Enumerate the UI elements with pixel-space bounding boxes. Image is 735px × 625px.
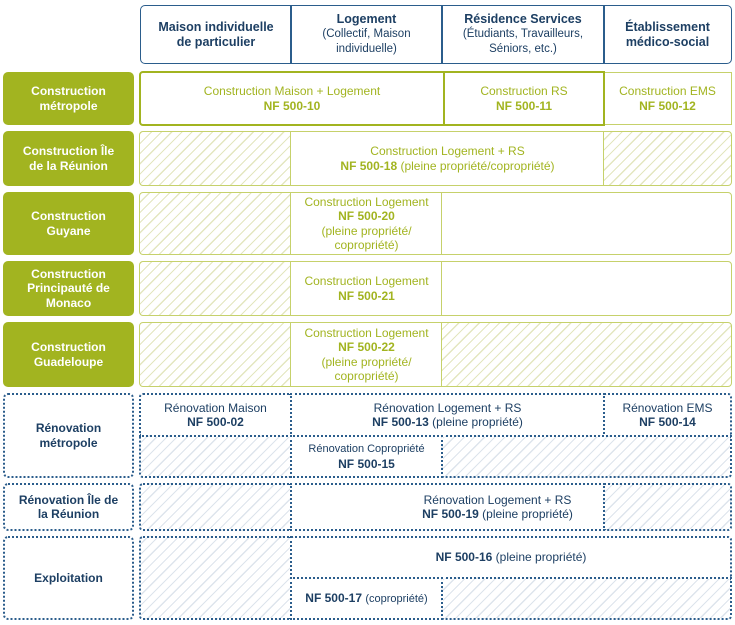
row-header-construction-reunion [3,131,134,186]
cell-nf-500-22 [290,322,443,387]
row-header-construction-reunion-label: Construction Île de la Réunion [22,144,115,173]
cell-nf-500-17-code: NF 500-17 [305,590,362,605]
column-header-maison [140,5,292,64]
row-header-exploitation-label: Exploitation [34,570,103,585]
empty-cell [441,192,732,255]
empty-cell [441,261,732,316]
hatched-cell [139,131,292,186]
hatched-cell [441,577,732,620]
cell-nf-500-18 [290,131,605,186]
hatched-cell [139,435,292,478]
row-header-construction-monaco [3,261,134,316]
cell-nf-500-22-note: (pleine propriété/ copropriété) [321,354,412,383]
cell-nf-500-10 [139,71,445,126]
cell-nf-500-02-label: Rénovation Maison [164,400,267,415]
cell-nf-500-11-label: Construction RS [480,84,568,98]
row-header-construction-guyane [3,192,134,255]
column-header-logement [290,5,443,64]
cell-nf-500-20-code: NF 500-20 [338,209,395,223]
cell-nf-500-10-label: Construction Maison + Logement [203,84,381,98]
cell-nf-500-16 [290,536,732,579]
column-header-rs-sub: (Étudiants, Travailleurs, Séniors, etc.) [462,28,584,55]
cell-nf-500-13-label: Rénovation Logement + RS [373,400,522,415]
cell-nf-500-21 [290,261,443,316]
hatched-cell [139,261,292,316]
cell-nf-500-11 [443,71,605,126]
cell-nf-500-12-code: NF 500-12 [639,98,696,113]
hatched-cell [603,483,732,531]
row-header-exploitation [3,536,134,620]
column-header-maison-title: Maison individuelle de particulier [158,19,274,49]
row-header-construction-guadeloupe-label: Construction Guadeloupe [31,340,106,369]
cell-nf-500-19 [290,483,605,531]
cell-nf-500-15-label: Rénovation Copropriété [308,443,425,455]
cell-nf-500-19-label: Rénovation Logement + RS [423,492,572,507]
cell-nf-500-19-note: (pleine propriété) [482,507,573,521]
cell-nf-500-20 [290,192,443,255]
row-header-construction-guyane-label: Construction Guyane [31,209,106,238]
cell-nf-500-22-label: Construction Logement [304,325,429,340]
cell-nf-500-14-code: NF 500-14 [639,415,696,429]
column-header-ems [603,5,732,64]
hatched-cell [603,131,732,186]
cell-nf-500-21-code: NF 500-21 [338,288,395,303]
cell-nf-500-19-code: NF 500-19 [422,507,479,521]
cell-nf-500-18-label: Construction Logement + RS [370,144,525,158]
row-header-construction-monaco-label: Construction Principauté de Monaco [27,266,110,310]
row-header-renovation-reunion-label: Rénovation Île de la Réunion [18,492,119,521]
row-header-construction-metropole [3,72,134,125]
hatched-cell [441,322,732,387]
cell-nf-500-20-label: Construction Logement [304,194,429,209]
cell-nf-500-15-code: NF 500-15 [338,456,395,471]
column-header-logement-title: Logement [336,12,397,26]
cell-nf-500-17 [290,577,443,620]
column-header-rs-title: Résidence Services [464,12,582,26]
cell-nf-500-16-code: NF 500-16 [435,550,493,565]
cell-nf-500-16-note: (pleine propriété) [495,550,587,565]
cell-nf-500-14 [603,393,732,437]
cell-nf-500-20-note: (pleine propriété/ copropriété) [321,223,412,252]
cell-nf-500-13-code: NF 500-13 [372,415,429,429]
cell-nf-500-02 [139,393,292,437]
cell-nf-500-17-note: (copropriété) [365,592,428,605]
cell-nf-500-18-code: NF 500-18 [340,158,398,173]
column-header-logement-sub: (Collectif, Maison individuelle) [322,28,411,55]
row-header-construction-guadeloupe [3,322,134,387]
hatched-cell [139,322,292,387]
cell-nf-500-13 [290,393,605,437]
hatched-cell [139,192,292,255]
cell-nf-500-22-code: NF 500-22 [338,340,395,354]
cell-nf-500-12-label: Construction EMS [619,84,716,98]
row-header-renovation-metropole [3,393,134,478]
cell-nf-500-13-note: (pleine propriété) [432,415,523,429]
row-header-renovation-metropole-label: Rénovation métropole [35,421,102,450]
cell-nf-500-02-code: NF 500-02 [187,415,244,429]
cell-nf-500-11-code: NF 500-11 [495,98,553,113]
column-header-rs [441,5,605,64]
cell-nf-500-18-note: (pleine propriété/copropriété) [400,158,555,173]
column-header-ems-title: Établissement médico-social [625,19,710,49]
cell-nf-500-15 [290,435,443,478]
cell-nf-500-10-code: NF 500-10 [263,98,321,113]
row-header-construction-metropole-label: Construction métropole [31,84,106,113]
cell-nf-500-12 [603,72,732,125]
row-header-renovation-reunion [3,483,134,531]
hatched-cell [441,435,732,478]
hatched-cell [139,536,292,620]
cell-nf-500-21-label: Construction Logement [304,274,429,288]
hatched-cell [139,483,292,531]
cell-nf-500-14-label: Rénovation EMS [622,400,713,415]
